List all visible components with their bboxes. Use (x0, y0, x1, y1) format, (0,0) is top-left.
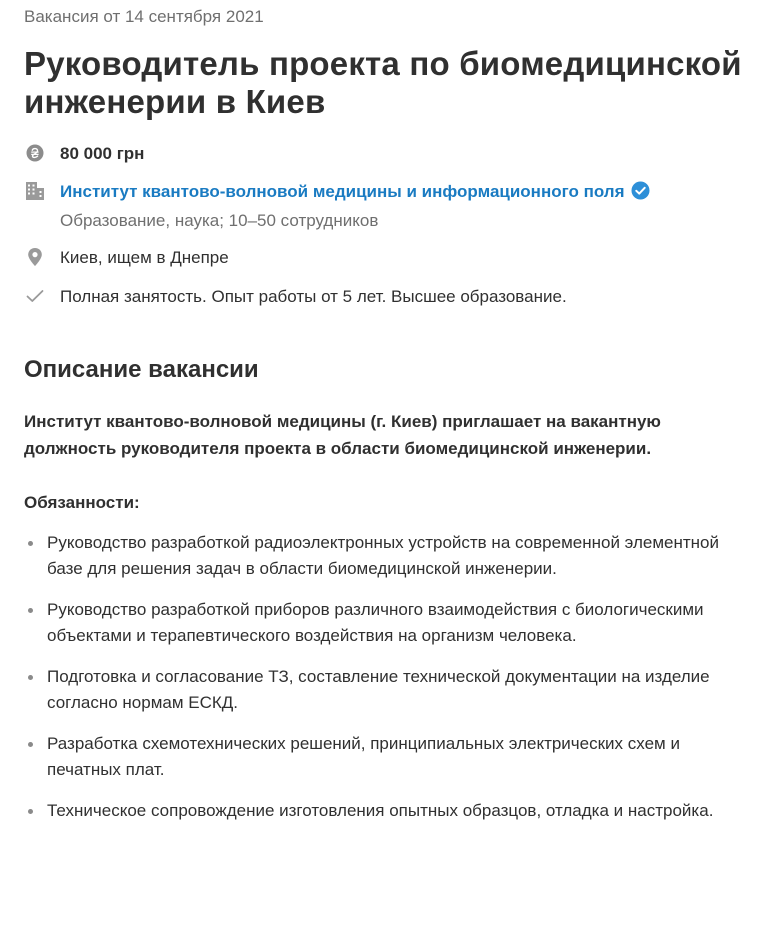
company-row (24, 180, 744, 233)
salary-value: 80 000 грн (60, 144, 145, 163)
list-item: Руководство разработкой радиоэлектронных устройств на современной элементной базе для решения задач в области биомедицинской инженерии. (24, 530, 744, 582)
company-details: Образование, наука; 10–50 сотрудников (60, 211, 379, 230)
duties-list (24, 530, 744, 824)
description-intro: Институт квантово-волновой медицины (г. Киев) приглашает на вакантную должность руководителя проекта в области биомедицинской инженерии. (24, 412, 661, 458)
vacancy-meta (24, 142, 744, 309)
verified-check-icon (631, 181, 650, 207)
building-icon (24, 180, 46, 202)
company-info (60, 180, 650, 233)
list-item: Разработка схемотехнических решений, принципиальных электрических схем и печатных плат. (24, 731, 744, 783)
checkmark-icon (24, 285, 46, 307)
list-item: Подготовка и согласование ТЗ, составление технической документации на изделие согласно нормам ЕСКД. (24, 664, 744, 716)
posted-date: Вакансия от 14 сентября 2021 (24, 7, 264, 26)
duties-heading: Обязанности: (24, 493, 140, 512)
salary-row (24, 142, 744, 166)
company-link[interactable]: Институт квантово-волновой медицины и информационного поля (60, 182, 625, 201)
terms-row (24, 285, 744, 309)
list-item: Руководство разработкой приборов различного взаимодействия с биологическими объектами и терапевтического воздействия на организм человека. (24, 597, 744, 649)
description-heading: Описание вакансии (24, 356, 259, 383)
list-item: Техническое сопровождение изготовления опытных образцов, отладка и настройка. (24, 798, 744, 824)
vacancy-title: Руководитель проекта по биомедицинской инженерии в Киев (24, 45, 742, 120)
map-pin-icon (24, 246, 46, 268)
hryvnia-coin-icon (24, 142, 46, 164)
terms-text: Полная занятость. Опыт работы от 5 лет. Высшее образование. (60, 287, 567, 306)
location-row (24, 246, 744, 270)
location-text: Киев, ищем в Днепре (60, 248, 229, 267)
